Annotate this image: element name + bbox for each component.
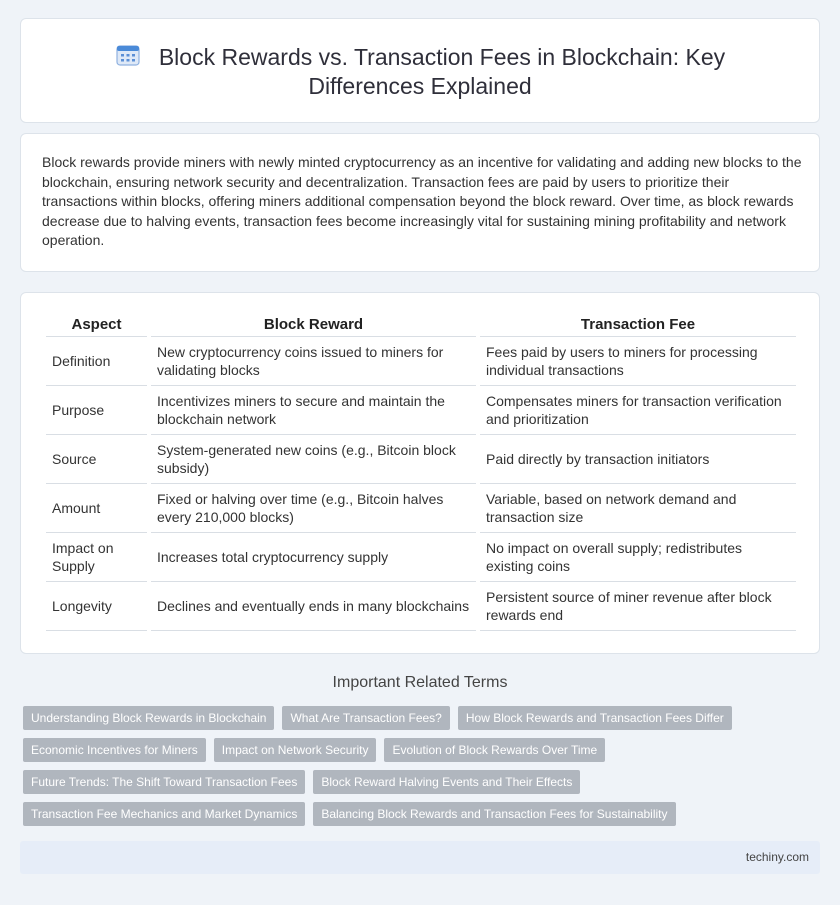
cell-aspect: Definition — [46, 337, 147, 386]
comparison-card — [20, 292, 820, 654]
title-line-1: Block Rewards vs. Transaction Fees in Blockchain: Key — [158, 44, 726, 70]
cell-aspect: Longevity — [46, 582, 147, 631]
tag-row — [23, 770, 823, 794]
table-row — [46, 533, 796, 582]
tag-row — [23, 738, 823, 762]
table-row — [46, 386, 796, 435]
cell-transaction-fee: Fees paid by users to miners for processing individual transactions — [480, 337, 796, 386]
related-term-tag[interactable]: Economic Incentives for Miners — [23, 738, 206, 762]
comparison-table — [42, 315, 800, 631]
related-term-tag[interactable]: Impact on Network Security — [214, 738, 377, 762]
related-term-tag[interactable]: Balancing Block Rewards and Transaction Fees for Sustainability — [313, 802, 675, 826]
cell-aspect: Impact on Supply — [46, 533, 147, 582]
footer-site-link[interactable]: techiny.com — [745, 850, 809, 864]
table-row — [46, 337, 796, 386]
cell-block-reward: New cryptocurrency coins issued to miners for validating blocks — [151, 337, 476, 386]
footer-bar — [20, 841, 820, 874]
related-term-tag[interactable]: How Block Rewards and Transaction Fees Differ — [458, 706, 732, 730]
cell-block-reward: Fixed or halving over time (e.g., Bitcoin halves every 210,000 blocks) — [151, 484, 476, 533]
tag-row — [23, 706, 823, 730]
header-card — [20, 18, 820, 123]
cell-transaction-fee: Variable, based on network demand and transaction size — [480, 484, 796, 533]
cell-transaction-fee: Paid directly by transaction initiators — [480, 435, 796, 484]
header-aspect: Aspect — [46, 315, 147, 337]
related-terms-title: Important Related Terms — [332, 674, 508, 691]
cell-block-reward: Increases total cryptocurrency supply — [151, 533, 476, 582]
related-terms-list — [23, 706, 823, 834]
table-row — [46, 582, 796, 631]
intro-paragraph: Block rewards provide miners with newly minted cryptocurrency as an incentive for validating and adding new blocks to the blockchain, ensuring network security and decentralization. Transaction fees are paid by users to prioritize their transactions within blocks, offering miners additional compensation beyond the block reward. Over time, as block rewards decrease due to halving events, transaction fees become increasingly vital for sustaining mining profitability and network operation. — [42, 154, 802, 248]
page-title — [21, 43, 819, 101]
cell-aspect: Source — [46, 435, 147, 484]
related-term-tag[interactable]: What Are Transaction Fees? — [282, 706, 449, 730]
cell-block-reward: Declines and eventually ends in many blockchains — [151, 582, 476, 631]
cell-transaction-fee: No impact on overall supply; redistributes existing coins — [480, 533, 796, 582]
tag-row — [23, 802, 823, 826]
cell-aspect: Amount — [46, 484, 147, 533]
cell-transaction-fee: Compensates miners for transaction verification and prioritization — [480, 386, 796, 435]
calendar-icon — [115, 43, 141, 67]
related-term-tag[interactable]: Block Reward Halving Events and Their Effects — [313, 770, 580, 794]
header-transaction-fee: Transaction Fee — [480, 315, 796, 337]
related-term-tag[interactable]: Future Trends: The Shift Toward Transaction Fees — [23, 770, 305, 794]
table-header-row — [46, 315, 796, 337]
related-term-tag[interactable]: Transaction Fee Mechanics and Market Dynamics — [23, 802, 305, 826]
title-line-2: Differences Explained — [308, 73, 532, 99]
cell-aspect: Purpose — [46, 386, 147, 435]
table-row — [46, 435, 796, 484]
intro-card — [20, 133, 820, 272]
header-block-reward: Block Reward — [151, 315, 476, 337]
cell-transaction-fee: Persistent source of miner revenue after block rewards end — [480, 582, 796, 631]
table-row — [46, 484, 796, 533]
related-term-tag[interactable]: Evolution of Block Rewards Over Time — [384, 738, 605, 762]
cell-block-reward: Incentivizes miners to secure and maintain the blockchain network — [151, 386, 476, 435]
cell-block-reward: System-generated new coins (e.g., Bitcoin block subsidy) — [151, 435, 476, 484]
related-term-tag[interactable]: Understanding Block Rewards in Blockchain — [23, 706, 274, 730]
